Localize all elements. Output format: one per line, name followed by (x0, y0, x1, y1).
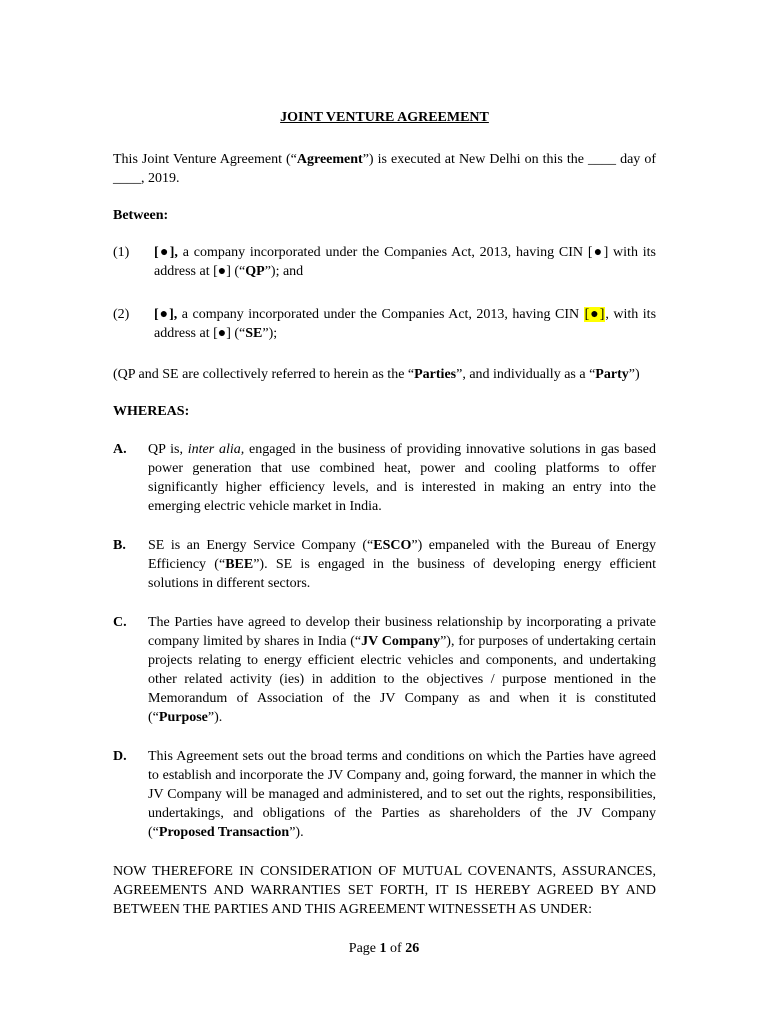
recital-b-text: SE is an Energy Service Company (“ESCO”) empaneled with the Bureau of Energy Efficiency (“BEE”). SE is engaged in the business of developing energy efficient solutions in different sectors. (148, 538, 656, 591)
parties-defined-term: Parties (414, 367, 457, 382)
document-title: JOINT VENTURE AGREEMENT (280, 110, 489, 125)
intro-text-end: ”) is executed at New Delhi on this the ____ day of ____, 2019. (113, 152, 656, 186)
party-2-text: [●], a company incorporated under the Companies Act, 2013, having CIN [●], with its address at [●] (“SE”); (154, 307, 657, 341)
recital-a (113, 440, 656, 516)
collective-definition: (QP and SE are collectively referred to herein as the “Parties”, and individually as a “Party”) (113, 367, 640, 382)
recital-d-letter: D. (113, 749, 127, 764)
intro-text: This Joint Venture Agreement (“ (113, 152, 297, 167)
current-page-number: 1 (379, 941, 387, 956)
total-page-count: 26 (405, 941, 420, 956)
party-1 (113, 243, 656, 281)
party-1-defined-term: QP (245, 264, 265, 279)
party-2-number: (2) (113, 307, 130, 322)
party-2 (113, 305, 656, 343)
party-defined-term: Party (595, 367, 629, 382)
recital-d-text: This Agreement sets out the broad terms and conditions on which the Parties have agreed to establish and incorporate the JV Company and, going forward, the manner in which the JV Company will be managed and administered, and to set out the rights, responsibilities, undertakings, and obligations of the Parties as shareholders of the JV Company (“Proposed Transaction”). (148, 749, 656, 840)
recital-c-letter: C. (113, 615, 127, 630)
recital-a-text: QP is, inter alia, engaged in the business of providing innovative solutions in gas based power generation that use combined heat, power and cooling platforms to offer significantly higher efficiency levels, and is interested in making an entry into the emerging electric vehicle market in India. (148, 442, 657, 514)
between-heading: Between: (113, 208, 169, 223)
recital-b (113, 536, 656, 593)
page-of-label: of (386, 941, 406, 956)
party-2-defined-term: SE (245, 326, 263, 341)
party-1-text: [●], a company incorporated under the Companies Act, 2013, having CIN [●] with its address at [●] (“QP”); and (154, 245, 656, 279)
page-label: Page (348, 941, 380, 956)
recital-b-letter: B. (113, 538, 126, 553)
recital-c (113, 613, 656, 727)
page-footer (0, 939, 768, 958)
intro-defined-term: Agreement (296, 152, 363, 167)
recital-c-text: The Parties have agreed to develop their business relationship by incorporating a private company limited by shares in India (“JV Company”), for purposes of undertaking certain projects relating to energy efficient electric vehicles and components, and undertaking other related activity (ies) in addition to the objectives / purpose mentioned in the Memorandum of Association of the JV Company as and when it is constituted (“Purpose”). (148, 615, 657, 725)
document-body (113, 108, 656, 919)
recital-a-letter: A. (113, 442, 127, 457)
now-therefore-clause: NOW THEREFORE IN CONSIDERATION OF MUTUAL COVENANTS, ASSURANCES, AGREEMENTS AND WARRANTIES SET FORTH, IT IS HEREBY AGREED BY AND BETWEEN THE PARTIES AND THIS AGREEMENT WITNESSETH AS UNDER: (113, 864, 656, 917)
highlighted-cin-placeholder: [●] (584, 307, 605, 322)
recital-d (113, 747, 656, 842)
intro-paragraph (113, 150, 656, 188)
whereas-heading: WHEREAS: (113, 404, 190, 419)
party-1-number: (1) (113, 245, 130, 260)
